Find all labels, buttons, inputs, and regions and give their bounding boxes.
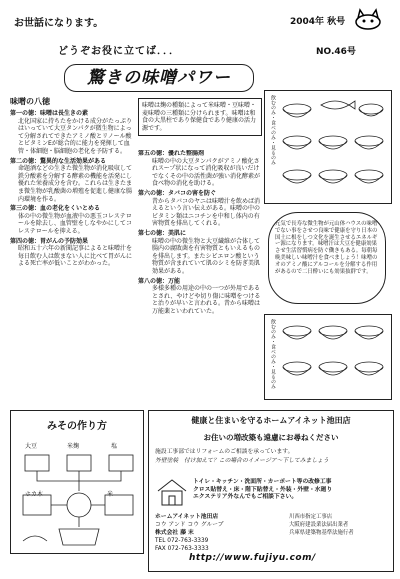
- left-item-text: 北化国家に持ちたをかける成分がたっぷりはいっていて大豆タンパクが微生物によって分解されてできたアミノ酸とリノール酸とビタミンEが総合的に能力を発揮して血管・体細胞・脳細胞の老化を予防する。: [18, 117, 133, 155]
- title-banner: [64, 64, 254, 92]
- ad-service-line: エクステリア外なんでもご相談下さい。: [193, 494, 298, 501]
- greeting: お世話になります。: [14, 18, 104, 29]
- center-item-label: 第五の徳：優れた整腸剤: [138, 150, 205, 157]
- center-item-label: 第六の徳：タバコの害を防ぐ: [138, 189, 216, 197]
- speech-bubble: [268, 212, 386, 304]
- cert-line: 川西市指定工事店: [289, 514, 333, 520]
- recipe-label: 大豆: [25, 443, 38, 450]
- ad-subtitle: お住いの増改築も遠慮にお尋ねください: [203, 433, 339, 442]
- recipe-label: ホカ木: [25, 491, 44, 498]
- ad-service-line: トイレ・キッチン・洗面所・カーポート等の改修工事: [193, 479, 332, 485]
- ad-lead: 外壁塗装 付け加えて？この場合のイメージア～下してみましょう: [155, 457, 329, 464]
- food-illustration-top: [264, 90, 392, 204]
- tagline: どうぞお役に立てば．．．: [58, 46, 180, 57]
- cat-icon: [352, 6, 384, 30]
- center-column: [138, 150, 262, 400]
- company-line: コウ アンド コウ グループ: [155, 522, 224, 528]
- page-title: 驚きの味噌パワー: [87, 68, 231, 88]
- left-item-text: 昭和五十六年の新聞記事によると味噌汁を毎日飲む人は飲まない人に比べて胃がんによる死亡率が低いことがわかった。: [18, 245, 133, 268]
- bubble-text: 元気で長寿な微生物が元山体ハウスの味噌でない事をさせつ良味で健康を守り日本の国土に根をしつ文化を誕生させるエネルギー源になります。味噌汁は大豆を健康効果させ生活習慣病を防ぐ働きもある。毎朝毎晩美味しい味噌汁を食べましょう！味噌のオのアミノ酸にアルコールを分解する作用があるので二日酔いにも効果抜群です。: [275, 221, 378, 275]
- side-label: 飲むのみ・食べのみ・見るのみ: [270, 95, 276, 165]
- company-line: TEL 072-763-3339: [155, 538, 209, 544]
- recipe-label: 米麹: [67, 443, 80, 450]
- miso-recipe-box: [10, 410, 144, 554]
- issue-number: NO.46号: [316, 47, 356, 57]
- left-item-label: 第四の徳：胃がんの予防効果: [10, 237, 89, 245]
- intro-text: 味噌は麹の種類によって米味噌・豆味噌・麦味噌の三種類に分けられます。味噌は和食の大黒柱であり保健食であり健康の活力源です。: [142, 102, 257, 132]
- left-heading: 味噌の八徳: [10, 97, 50, 106]
- left-item-text: 体の中の微生物が血液中の悪玉コレステロールを除去し、血管壁をしなやかにしてコレステロールを抑える。: [18, 212, 132, 235]
- recipe-label: 塩: [111, 443, 118, 450]
- ad-title: 健康と住まいを守るホームアイネット池田店: [191, 416, 351, 425]
- left-item-text: 命題酒などの生きた微生物が消化吸収して鉄分酸素を分解する酵素の機能を活発にし優れた栄養成分を含む。これらは生きたまま微生物が乳酸菌の増殖を促進し健康な腸内環境を作る。: [18, 165, 133, 203]
- issue-date: 2004年 秋号: [290, 17, 346, 27]
- cert-line: 兵庫県建築物基準法施行者: [289, 530, 354, 536]
- food-illustration-bottom: [264, 314, 392, 400]
- ad-company: [155, 513, 275, 553]
- ad-certs: [289, 513, 389, 537]
- recipe-label: 米: [107, 491, 114, 498]
- recipe-title: みその作り方: [47, 421, 107, 432]
- center-item-label: 第七の徳：美肌に: [138, 229, 187, 237]
- center-item-text: 味噌の中の大豆タンパクがアミノ酸化されスープ状になって消化吸収が良いだけでなくその中の活性菌が強い消化酵素が食べ物の消化を助ける。: [152, 157, 261, 188]
- company-line: FAX 072-763-3333: [155, 546, 209, 552]
- left-item-label: 第三の徳：血の老化をくいとめる: [10, 205, 101, 213]
- company-line: ホームアイネット池田店: [155, 514, 219, 520]
- ad-service-line: クロス貼替え・床・階下貼替え・外装・外壁・水廻り: [193, 486, 333, 493]
- cert-line: 大阪府建設業法届出業者: [289, 522, 349, 528]
- ad-lead: 施設工事部ではリフォームのご相談を承っています。: [155, 449, 294, 455]
- side-label: 飲むのみ・食べのみ・見るのみ: [270, 319, 276, 389]
- center-item-text: 味噌の中の微生物と大豆繊維が合体して腸内の腐敗菌を有害物質ともいえるものを排出します。またシビエロン酸という物質が含まれていて肌のシミを防ぎ美肌効果がある。: [152, 237, 261, 275]
- intro-box: [138, 98, 262, 136]
- ad-url[interactable]: http://www.fujiyu.com/: [189, 553, 316, 563]
- center-item-text: 昔からタバコのヤニは味噌汁を飲めば消えるという言い伝えがある。味噌の中のビタミン類はニコチンを中和し体内の有害物質を排出してくれる。: [152, 197, 261, 228]
- house-icon: [155, 477, 189, 507]
- center-item-text: 多様多種の用途の中の一つが外用であるとされ、やけどや切り傷に味噌をつけると治りが早いと言われる。昔から味噌は万能薬といわれていた。: [152, 285, 261, 315]
- left-item-label: 第二の徳：驚異的な生活効果がある: [10, 157, 107, 165]
- left-item-label: 第一の徳：味噌は長生きの素: [10, 110, 89, 117]
- recipe-diagram: [15, 451, 139, 549]
- company-line: 株式会社 藤 末: [155, 530, 194, 536]
- ad-services: [193, 479, 387, 502]
- center-item-label: 第八の徳：万能: [138, 277, 181, 285]
- left-column: [10, 96, 134, 396]
- ad-box: [148, 410, 394, 572]
